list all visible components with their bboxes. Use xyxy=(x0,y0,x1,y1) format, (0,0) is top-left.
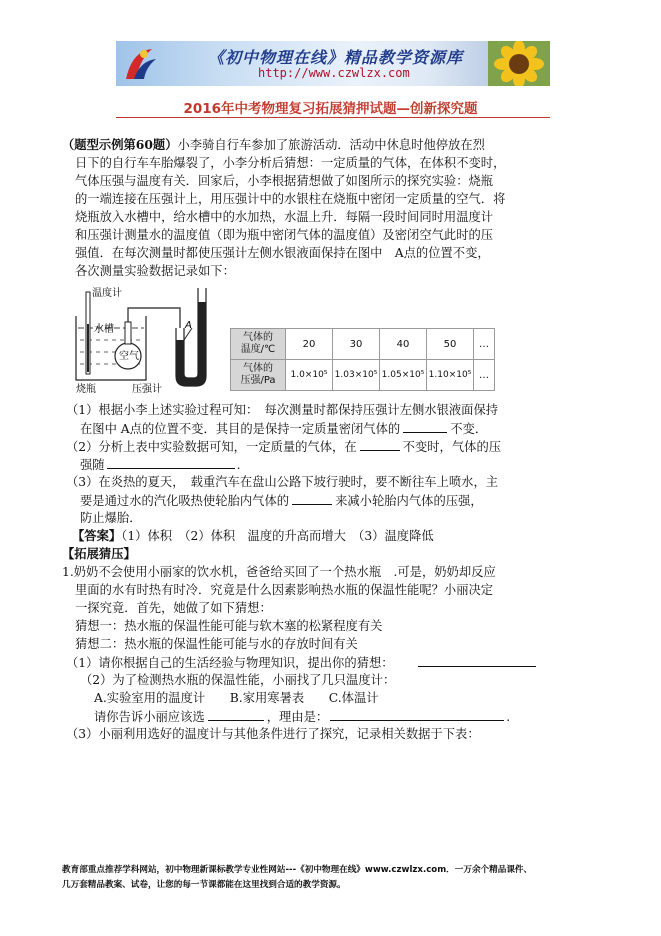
footer-line-1: 教育部重点推荐学科网站，初中物理新课标教学专业性网站---《初中物理在线》www.czwlzx.com．一万余个精品课件、 xyxy=(62,865,533,875)
table-cell: 1.0×10⁵ xyxy=(286,360,333,391)
answer-blank[interactable] xyxy=(292,491,332,505)
question-2-line-1: （2）分析上表中实验数据可知，一定质量的气体，在 不变时，气体的压 xyxy=(66,437,501,456)
label-water-tank: 水槽 xyxy=(94,324,114,335)
extension-line-1: 1.奶奶不会使用小丽家的饮水机，爸爸给买回了一个热水瓶 .可是，奶奶却反应 xyxy=(62,565,496,579)
example-line-3: 气体压强与温度有关．回家后，小李根据猜想做了如图所示的探究实验：烧瓶 xyxy=(75,174,494,188)
label-point-a: A xyxy=(185,320,192,331)
answer-blank[interactable] xyxy=(360,437,400,451)
extension-q2: （2）为了检测热水瓶的保温性能，小丽找了几只温度计： xyxy=(80,673,396,687)
answer-text: （1）体积 （2）体积 温度的升高而增大 （3）温度降低 xyxy=(121,529,434,543)
example-text: 小李骑自行车参加了旅游活动．活动中休息时他停放在烈 xyxy=(177,138,485,152)
label-flask: 烧瓶 xyxy=(76,384,96,394)
guess-1: 猜想一：热水瓶的保温性能可能与软木塞的松紧程度有关 xyxy=(75,619,383,633)
table-cell: 30 xyxy=(333,329,380,360)
banner-slogan: 《初中物理在线》精品教学资源库 xyxy=(208,48,464,67)
document-title: 2016年中考物理复习拓展猜押试题—创新探究题 xyxy=(183,101,478,117)
thermometer-icon xyxy=(86,292,90,374)
apparatus-diagram xyxy=(72,284,222,394)
example-tag: （题型示例第60题） xyxy=(62,137,178,152)
logo-icon xyxy=(122,45,158,83)
footer-line-2: 几万套精品教案、试卷，让您的每一节课都能在这里找到合适的教学资源。 xyxy=(62,880,346,890)
question-3-line-3: 防止爆胎． xyxy=(80,511,142,525)
header-banner xyxy=(116,41,550,86)
example-line-5: 烧瓶放入水槽中，给水槽中的水加热，水温上升．每隔一段时间同时用温度计 xyxy=(75,210,494,224)
table-cell: 1.05×10⁵ xyxy=(380,360,427,391)
sunflower-icon xyxy=(488,41,550,86)
data-table xyxy=(230,328,495,391)
question-3-line-1: （3）在炎热的夏天， 载重汽车在盘山公路下坡行驶时，要不断往车上喷水，主 xyxy=(66,475,499,489)
banner-url[interactable]: http://www.czwlzx.com xyxy=(258,66,410,80)
table-cell: … xyxy=(474,360,495,391)
extension-header: 【拓展猜压】 xyxy=(62,546,136,561)
footer xyxy=(62,863,532,893)
answer-line xyxy=(72,527,434,545)
example-line-4: 的一端连接在压强计上，用压强计中的水银柱在烧瓶中密闭一定质量的空气．将 xyxy=(75,192,506,206)
example-line-6: 和压强计测量水的温度值（即为瓶中密闭气体的温度值）及密闭空气此时的压 xyxy=(75,228,494,242)
table-header-temp: 气体的 温度/℃ xyxy=(231,329,286,360)
label-gauge: 压强计 xyxy=(132,384,162,394)
example-line-1 xyxy=(62,136,485,154)
table-row xyxy=(231,329,495,360)
answer-blank[interactable] xyxy=(208,707,264,721)
extension-line-2: 里面的水有时热有时冷．究竟是什么因素影响热水瓶的保温性能呢？小丽决定 xyxy=(75,583,494,597)
example-line-2: 日下的自行车车胎爆裂了，小李分析后猜想：一定质量的气体，在体积不变时， xyxy=(75,156,506,170)
example-line-8: 各次测量实验数据记录如下： xyxy=(75,264,235,278)
question-1-line-1: （1）根据小李上述实验过程可知： 每次测量时都保持压强计左侧水银液面保持 xyxy=(66,403,499,417)
question-1-line-2: 在图中 A点的位置不变．其目的是保持一定质量密闭气体的 不变． xyxy=(80,419,487,438)
guess-2: 猜想二：热水瓶的保温性能可能与水的存放时间有关 xyxy=(75,637,358,651)
extension-q1: （1）请你根据自己的生活经验与物理知识，提出你的猜想： xyxy=(66,653,536,672)
answer-blank[interactable] xyxy=(418,653,536,667)
answer-blank[interactable] xyxy=(107,455,235,469)
table-cell: … xyxy=(474,329,495,360)
title-divider xyxy=(116,117,550,118)
table-header-pressure: 气体的 压强/Pa xyxy=(231,360,286,391)
extension-q3: （3）小丽利用选好的温度计与其他条件进行了探究，记录相关数据于下表： xyxy=(66,727,480,741)
answer-label: 【答案】 xyxy=(72,528,122,543)
extension-line-3: 一探究竟．首先，她做了如下猜想： xyxy=(75,601,272,615)
question-3-line-2: 要是通过水的汽化吸热使轮胎内气体的 来减小轮胎内气体的压强， xyxy=(80,491,483,510)
thermometer-options: A.实验室用的温度计 B.家用寒暑表 C.体温计 xyxy=(94,691,379,705)
label-thermometer: 温度计 xyxy=(92,288,122,299)
example-line-7: 强值．在每次测量时都使压强计左侧水银液面保持在图中 A点的位置不变， xyxy=(75,246,490,260)
answer-blank[interactable] xyxy=(403,419,447,433)
table-cell: 40 xyxy=(380,329,427,360)
label-air: 空气 xyxy=(119,351,139,362)
table-cell: 1.10×10⁵ xyxy=(427,360,474,391)
table-row xyxy=(231,360,495,391)
extension-q2-choice: 请你告诉小丽应该选 ，理由是： . xyxy=(94,707,510,726)
pressure-gauge-icon xyxy=(176,288,206,386)
question-2-line-2: 强随 . xyxy=(80,455,241,474)
table-cell: 1.03×10⁵ xyxy=(333,360,380,391)
table-cell: 20 xyxy=(286,329,333,360)
table-cell: 50 xyxy=(427,329,474,360)
answer-blank[interactable] xyxy=(330,707,504,721)
